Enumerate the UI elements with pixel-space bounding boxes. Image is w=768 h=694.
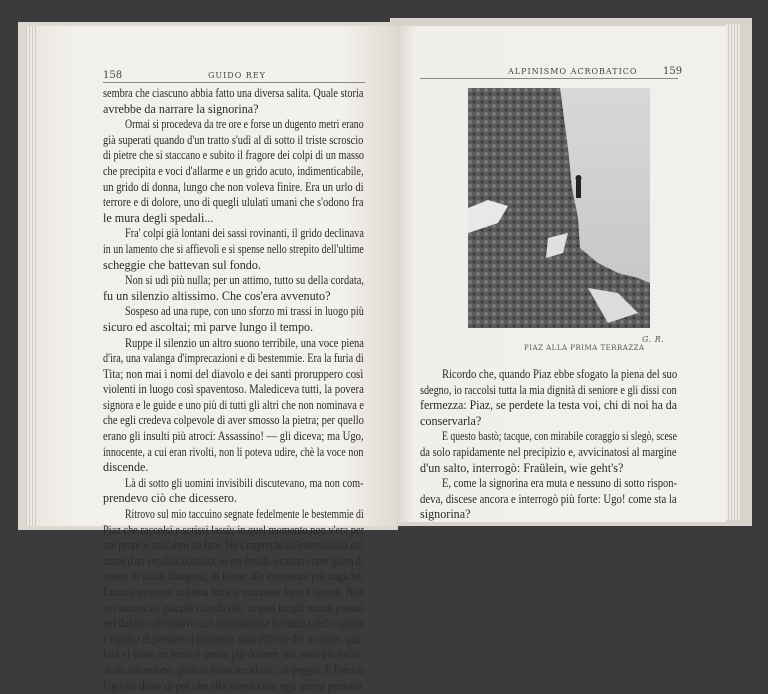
text-line-row: [103, 320, 365, 336]
text-line: Non si udì più nulla; per un attimo, tutto su della cordata,: [125, 273, 365, 288]
text-line: conservarla?: [420, 413, 482, 428]
text-line: l'animo sorpreso in piena lotta si mantiene forte e sereno. Non: [103, 585, 365, 599]
text-line-row: [103, 632, 365, 648]
text-line: violenti in luogo così spaventoso. Malediceva tutti, la povera: [103, 382, 364, 397]
text-line: sembra che ciascuno abbia fatto una diversa salita. Quale storia: [103, 86, 364, 100]
text-line-row: [103, 180, 365, 196]
page-number-right: 159: [663, 66, 683, 77]
text-line: che egli credeva colpevole di aver smosso la pietra; per quello: [103, 413, 364, 428]
text-line-row: [103, 367, 365, 383]
text-line-row: [103, 679, 365, 694]
right-page-text: [420, 367, 678, 523]
text-line-row: [103, 460, 365, 476]
text-line-row: [103, 148, 365, 164]
text-line: Ormai si procedeva da tre ore e forse un dugento metri erano: [125, 117, 364, 132]
text-line: signorina?: [420, 507, 471, 522]
text-line: fu un silenzio altissimo. Che cos'era avvenuto?: [103, 288, 331, 303]
page-number-left: 158: [103, 70, 123, 81]
left-page-text: [103, 86, 365, 694]
text-line: da solo rapidamente nel precipizio e, avvicinatosi al margine: [420, 444, 677, 459]
text-line: sicuro ed ascoltai; mi parve lungo il tempo.: [103, 319, 314, 334]
text-line-row: [103, 569, 365, 585]
text-line-row: [103, 476, 365, 492]
text-line: Sospeso ad una rupe, con uno sforzo mi trassi in luogo più: [125, 304, 364, 319]
photo-caption: PIAZ ALLA PRIMA TERRAZZA: [524, 344, 645, 352]
text-line: Ugo mi disse di poi che alle stesse cose egli aveva pensato.: [103, 678, 365, 693]
text-line: nel dubbio, affrontavo con straordinaria lucidezza dello spirito: [103, 616, 365, 631]
header-rule-left: [103, 82, 365, 83]
text-line: che precipita e voci d'allarme e un grido acuto, indimenticabile,: [103, 163, 364, 178]
text-line: me proprio null'altro da fare. Nè s'imprechi all'insensibilità del: [103, 538, 364, 553]
text-line-row: [103, 647, 365, 663]
text-line: lora vi fosse un ferito e quello più dolente, ma assai più facile,: [103, 647, 364, 662]
text-line-row: [103, 445, 365, 461]
text-line: innocente, a cui eran rivolti, non li poteva udire, chè la voce non: [103, 444, 364, 459]
text-line: un grido di donna, lungo che non voleva finire. Era un urlo di: [103, 179, 364, 194]
text-line-row: [420, 445, 678, 461]
text-line: Fra' colpi già lontani dei sassi rovinanti, il grido declinava: [125, 226, 364, 241]
text-line-row: [420, 367, 678, 383]
text-line: deva, discese ancora e interrogò più forte: Ugo! come sta la: [420, 491, 677, 506]
text-line: avrebbe da narrare la signorina?: [103, 101, 259, 116]
text-line: Là di sotto gli uomini invisibili discutevano, ma non com-: [125, 475, 364, 490]
text-line-row: [103, 226, 365, 242]
text-line: d'un salto, interrogò: Fraülein, wie geht's?: [420, 460, 624, 475]
text-line-row: [103, 585, 365, 601]
text-line: Tita; non mai i nomi del diavolo e dei santi proruppero così: [103, 366, 364, 381]
text-line-row: [103, 102, 365, 118]
text-line: Ritrovo sul mio taccuino segnate fedelmente le bestemmie di: [125, 507, 364, 522]
text-line-row: [103, 523, 365, 539]
text-line-row: [420, 492, 678, 508]
text-line-row: [103, 491, 365, 507]
text-line-row: [103, 507, 365, 523]
text-line-row: [103, 413, 365, 429]
text-line-row: [420, 429, 678, 445]
text-line: fermezza: Piaz, se perdete la testa voi, chi di noi ha da: [420, 398, 678, 413]
text-line-row: [103, 133, 365, 149]
photo-rock-climber: [468, 88, 650, 328]
text-line-row: [103, 351, 365, 367]
text-line-row: [420, 383, 678, 399]
text-line-row: [103, 86, 365, 102]
text-line-row: [420, 476, 678, 492]
text-line: in un lamento che si affievolì e si spense nello strepito dell'ultime: [103, 241, 364, 256]
text-line-row: [103, 195, 365, 211]
text-line-row: [103, 336, 365, 352]
text-line-row: [103, 117, 365, 133]
text-line: prendevo ciò che dicessero.: [103, 491, 238, 506]
text-line-row: [103, 211, 365, 227]
text-line: d'ira, una valanga d'imprecazioni e di bestemmie. Era la furia di: [103, 351, 364, 366]
text-line: ero inconscio, giacchè ricordo che, in quei lunghi minuti passati: [103, 600, 364, 615]
text-line: discende.: [103, 460, 149, 475]
text-line-row: [103, 429, 365, 445]
text-line-row: [103, 273, 365, 289]
text-line: Piaz che raccolsi e scrissi lassù; in quel momento non v'era per: [103, 522, 365, 537]
text-line: erano gli insulti più atroci: Assassino! — gli diceva; ma Ugo,: [103, 429, 364, 444]
text-line: e rapidità di pensiero il problema assai difficile del soccorso, qua-: [103, 631, 364, 646]
text-line-row: [103, 304, 365, 320]
photo-image: [468, 88, 650, 328]
running-head-right: ALPINISMO ACROBATICO: [508, 67, 638, 76]
photo-credit: G. R.: [642, 335, 665, 344]
text-line-row: [103, 554, 365, 570]
text-line: già superati quando d'un tratto s'udì al di sotto il triste scroscio: [103, 132, 364, 147]
text-line-row: [103, 538, 365, 554]
text-line-row: [103, 258, 365, 274]
text-line: terrore e di dolore, uno di quegli ululati umani che s'odono fra: [103, 195, 364, 210]
text-line-row: [103, 382, 365, 398]
text-line: essere in simili frangenti; di fronte alle evenienze più tragiche,: [103, 569, 364, 584]
running-head-left: GUIDO REY: [208, 71, 266, 80]
text-line: E questo bastò; tacque, con mirabile coraggio si slegò, scese: [442, 429, 677, 444]
text-line-row: [103, 398, 365, 414]
text-line: E, come la signorina era muta e nessuno di sotto rispon-: [442, 476, 677, 491]
text-line-row: [420, 398, 678, 414]
text-line-row: [103, 164, 365, 180]
text-line: di un abbandono, qualora fosse accaduto... di peggio. E l'amico: [103, 662, 364, 677]
text-line: Ricordo che, quando Piaz ebbe sfogato la piena del suo: [442, 367, 678, 381]
text-line-row: [420, 414, 678, 430]
text-line: scheggie che battevan sul fondo.: [103, 257, 261, 272]
page-edges-right: [726, 24, 740, 520]
text-line-row: [103, 242, 365, 258]
text-line: cuore d'un vecchio alpinista; io era freddo e calmo come giova di: [103, 553, 364, 568]
text-line-row: [420, 507, 678, 523]
text-line-row: [103, 616, 365, 632]
text-line: signora e le guide e uno più di tutti gli altri che non nominava e: [103, 397, 365, 412]
text-line-row: [103, 601, 365, 617]
text-line: sdegno, io raccolsi tutta la mia dignità di seniore e gli dissi con: [420, 382, 677, 397]
text-line: di pietre che si staccano e subito il fragore dei colpi di un masso: [103, 148, 365, 163]
text-line: Ruppe il silenzio un altro suono terribile, una voce piena: [125, 335, 364, 350]
header-rule-right: [420, 78, 678, 79]
text-line-row: [420, 461, 678, 477]
text-line: le mura degli spedali...: [103, 210, 214, 225]
text-line-row: [103, 663, 365, 679]
text-line-row: [103, 289, 365, 305]
